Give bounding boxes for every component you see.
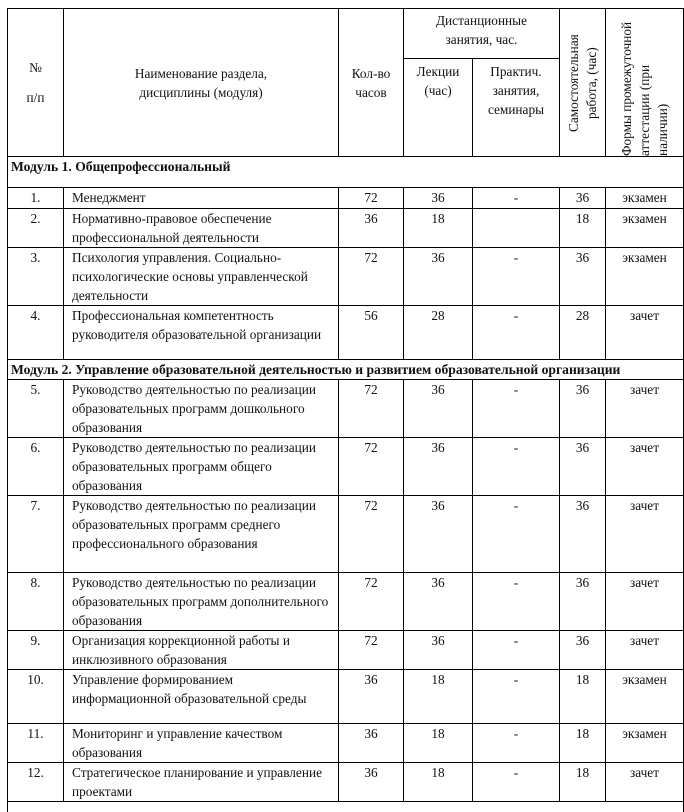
discipline-name: Профессиональная компетентность руководителя образовательной организации (64, 306, 339, 360)
header-number (8, 9, 64, 157)
lecture-hours: 18 (404, 763, 473, 802)
hours-total: 72 (339, 248, 404, 306)
row-number: 9. (8, 631, 64, 670)
practice-hours: - (473, 724, 560, 763)
lecture-hours: 18 (404, 670, 473, 724)
header-self-study-label: Самостоятельная работа, (час) (565, 33, 599, 132)
table-row (8, 763, 684, 802)
row-number: 5. (8, 380, 64, 438)
assessment-form: зачет (606, 438, 684, 496)
discipline-name: Менеджмент (64, 188, 339, 209)
hours-total: 72 (339, 188, 404, 209)
discipline-name: Руководство деятельностью по реализации образовательных программ среднего профессионального образования (64, 496, 339, 573)
row-number: 1. (8, 188, 64, 209)
practice-hours: - (473, 763, 560, 802)
header-assessment-forms (606, 9, 684, 157)
practice-hours: - (473, 188, 560, 209)
discipline-name: Руководство деятельностью по реализации образовательных программ дополнительного образования (64, 573, 339, 631)
table-row (8, 248, 684, 306)
table-row (8, 670, 684, 724)
row-number: 4. (8, 306, 64, 360)
assessment-form: зачет (606, 763, 684, 802)
row-number: 10. (8, 670, 64, 724)
self-study-hours: 36 (560, 496, 606, 573)
practice-hours: - (473, 248, 560, 306)
hours-total: 36 (339, 670, 404, 724)
discipline-name: Нормативно-правовое обеспечение профессиональной деятельности (64, 209, 339, 248)
hours-total: 72 (339, 380, 404, 438)
lecture-hours: 36 (404, 573, 473, 631)
lecture-hours: 36 (404, 248, 473, 306)
practice-hours: - (473, 631, 560, 670)
hours-total: 56 (339, 306, 404, 360)
row-number: 7. (8, 496, 64, 573)
hours-total: 36 (339, 209, 404, 248)
assessment-form: экзамен (606, 248, 684, 306)
assessment-form: зачет (606, 631, 684, 670)
self-study-hours: 36 (560, 248, 606, 306)
self-study-hours: 36 (560, 380, 606, 438)
hours-total: 72 (339, 496, 404, 573)
discipline-name: Психология управления. Социально-психологические основы управленческой деятельности (64, 248, 339, 306)
discipline-name: Мониторинг и управление качеством образования (64, 724, 339, 763)
table-row (8, 573, 684, 631)
self-study-hours: 18 (560, 209, 606, 248)
self-study-hours: 36 (560, 631, 606, 670)
table-row (8, 631, 684, 670)
lecture-hours: 36 (404, 188, 473, 209)
row-number: 6. (8, 438, 64, 496)
discipline-name: Руководство деятельностью по реализации образовательных программ дошкольного образования (64, 380, 339, 438)
practice-hours: - (473, 306, 560, 360)
header-lectures: Лекции (час) (404, 59, 473, 157)
empty-row (8, 802, 684, 812)
header-distance: Дистанционные занятия, час. (404, 9, 560, 59)
header-number-label: № (29, 59, 42, 75)
row-number: 3. (8, 248, 64, 306)
discipline-name: Управление формированием информационной образовательной среды (64, 670, 339, 724)
table-row (8, 380, 684, 438)
row-number: 11. (8, 724, 64, 763)
module-header-row (8, 157, 684, 188)
header-number-sublabel: п/п (26, 89, 45, 105)
assessment-form: экзамен (606, 209, 684, 248)
lecture-hours: 36 (404, 380, 473, 438)
header-hours-sublabel: часов (355, 84, 387, 100)
row-number: 2. (8, 209, 64, 248)
hours-total: 36 (339, 763, 404, 802)
hours-total: 36 (339, 724, 404, 763)
practice-hours: - (473, 573, 560, 631)
discipline-name: Руководство деятельностью по реализации образовательных программ общего образования (64, 438, 339, 496)
self-study-hours: 18 (560, 763, 606, 802)
header-name (64, 9, 339, 157)
hours-total: 72 (339, 631, 404, 670)
header-hours-label: Кол-во (351, 65, 391, 81)
self-study-hours: 36 (560, 188, 606, 209)
table-row (8, 209, 684, 248)
assessment-form: зачет (606, 496, 684, 573)
header-hours (339, 9, 404, 157)
discipline-name: Стратегическое планирование и управление проектами (64, 763, 339, 802)
lecture-hours: 36 (404, 631, 473, 670)
assessment-form: экзамен (606, 670, 684, 724)
practice-hours: - (473, 670, 560, 724)
curriculum-table (7, 8, 684, 812)
assessment-form: зачет (606, 306, 684, 360)
table-row (8, 306, 684, 360)
self-study-hours: 18 (560, 724, 606, 763)
header-name-sublabel: дисциплины (модуля) (139, 84, 263, 100)
self-study-hours: 36 (560, 573, 606, 631)
practice-hours: - (473, 380, 560, 438)
table-row (8, 496, 684, 573)
self-study-hours: 28 (560, 306, 606, 360)
discipline-name: Организация коррекционной работы и инклюзивного образования (64, 631, 339, 670)
self-study-hours: 18 (560, 670, 606, 724)
module-header-row (8, 360, 684, 380)
empty-cell (8, 802, 684, 812)
hours-total: 72 (339, 438, 404, 496)
assessment-form: экзамен (606, 188, 684, 209)
lecture-hours: 36 (404, 438, 473, 496)
header-practice: Практич. занятия, семинары (473, 59, 560, 157)
row-number: 12. (8, 763, 64, 802)
self-study-hours: 36 (560, 438, 606, 496)
hours-total: 72 (339, 573, 404, 631)
module-title: Модуль 1. Общепрофессиональный (8, 157, 684, 188)
header-assessment-forms-label: Формы промежуточной аттестации (при наличии) (618, 21, 670, 156)
practice-hours: - (473, 496, 560, 573)
table-row (8, 188, 684, 209)
module-title: Модуль 2. Управление образовательной деятельностью и развитием образовательной организации (8, 360, 684, 380)
assessment-form: зачет (606, 380, 684, 438)
practice-hours: - (473, 438, 560, 496)
row-number: 8. (8, 573, 64, 631)
table-row (8, 724, 684, 763)
lecture-hours: 18 (404, 209, 473, 248)
assessment-form: экзамен (606, 724, 684, 763)
practice-hours (473, 209, 560, 248)
header-name-label: Наименование раздела, (134, 65, 268, 81)
lecture-hours: 18 (404, 724, 473, 763)
header-self-study (560, 9, 606, 157)
table-row (8, 438, 684, 496)
assessment-form: зачет (606, 573, 684, 631)
lecture-hours: 36 (404, 496, 473, 573)
lecture-hours: 28 (404, 306, 473, 360)
